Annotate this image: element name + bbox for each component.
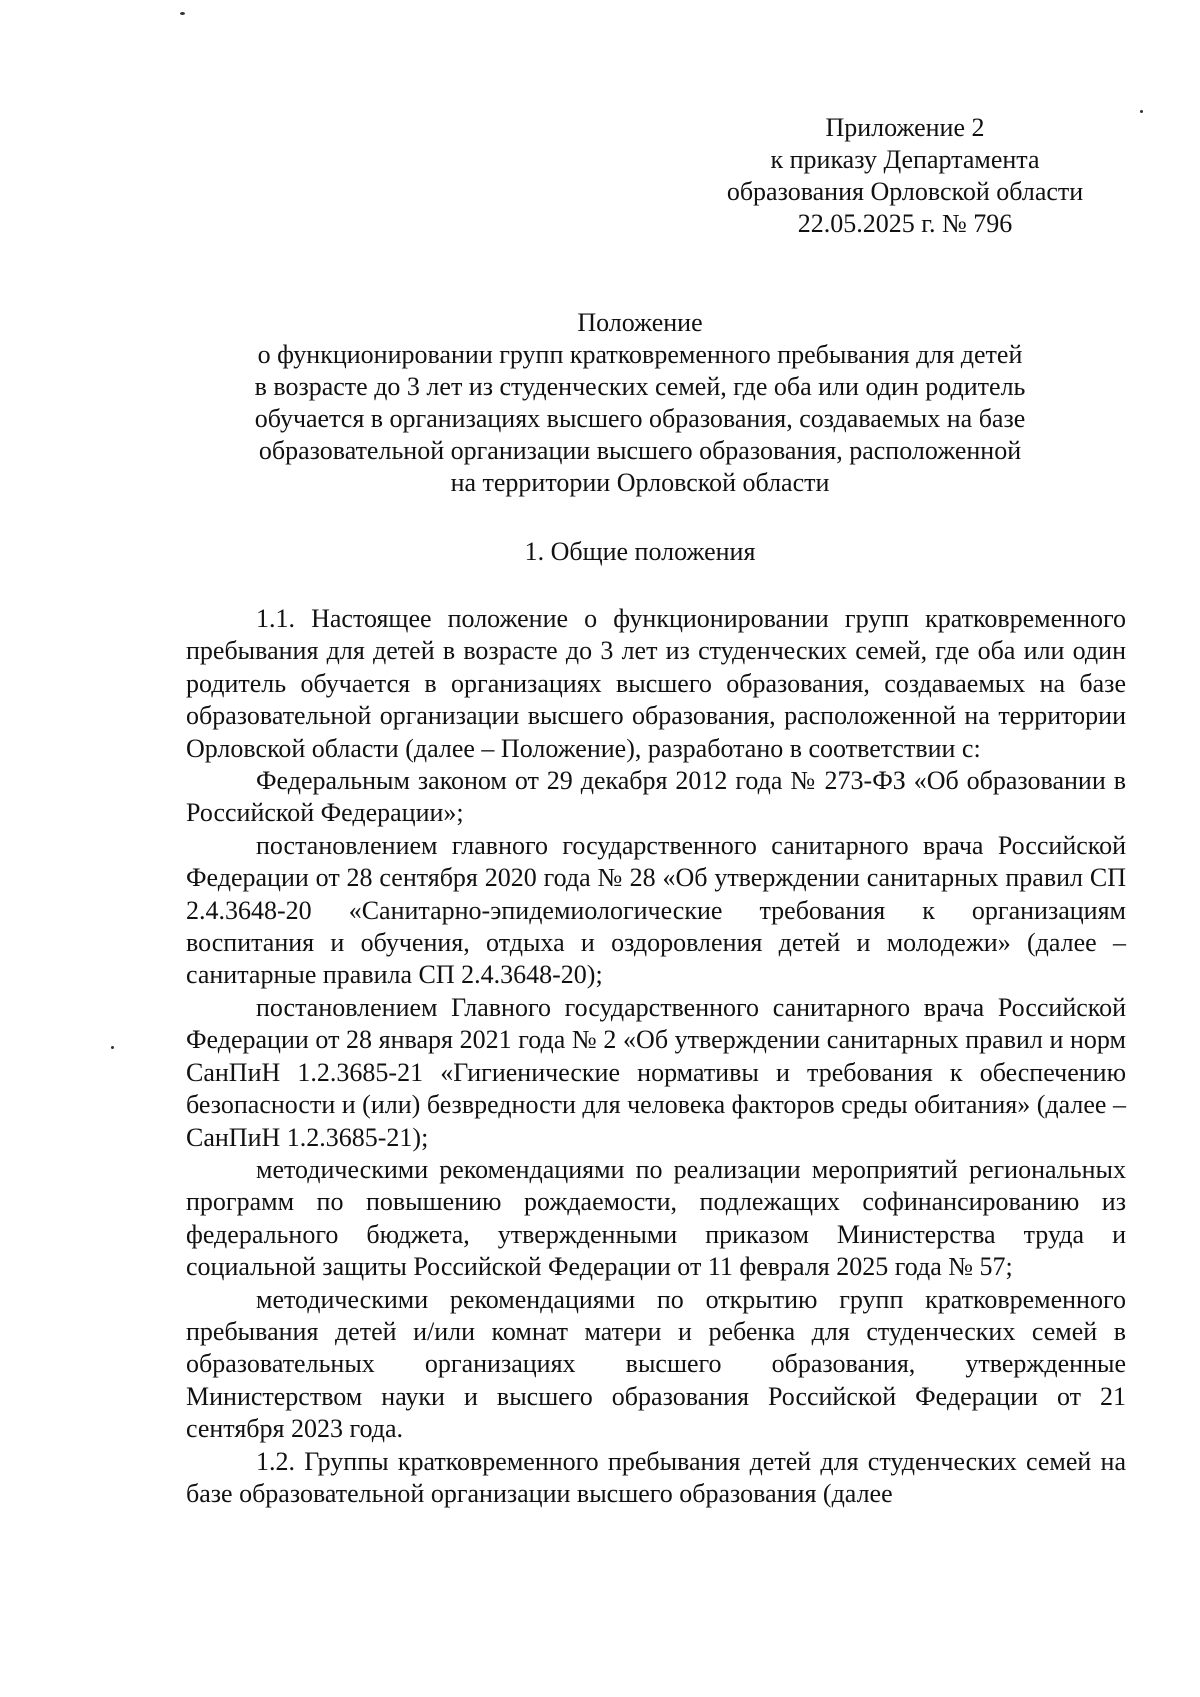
- paragraph: постановлением главного государственного санитарного врача Российской Федерации от 28 сентября 2020 года № 28 «Об утверждении санитарных правил СП 2.4.3648-20 «Санитарно-эпидемиологические требования к организациям воспитания и обучения, отдыха и оздоровления детей и молодежи» (далее – санитарные правила СП 2.4.3648-20);: [186, 830, 1126, 990]
- title-line: о функционировании групп кратковременного пребывания для детей: [257, 340, 1023, 369]
- title-line: на территории Орловской области: [450, 468, 830, 497]
- scan-speck: [180, 12, 185, 15]
- appendix-line: образования Орловской области: [726, 177, 1084, 206]
- title-heading: Положение: [577, 308, 703, 337]
- paragraph: постановлением Главного государственного санитарного врача Российской Федерации от 28 января 2021 года № 2 «Об утверждении санитарных правил и норм СанПиН 1.2.3685-21 «Гигиенические нормативы и требования к обеспечению безопасности и (или) безвредности для человека факторов среды обитания» (далее – СанПиН 1.2.3685-21);: [186, 992, 1126, 1152]
- appendix-date-number: 22.05.2025 г. № 796: [797, 209, 1013, 238]
- scan-speck: [111, 1046, 114, 1049]
- paragraph: методическими рекомендациями по реализации мероприятий региональных программ по повышению рождаемости, подлежащих софинансированию из федерального бюджета, утвержденными приказом Министерства труда и социальной защиты Российской Федерации от 11 февраля 2025 года № 57;: [186, 1154, 1126, 1282]
- title-line: образовательной организации высшего образования, расположенной: [258, 436, 1022, 465]
- appendix-line: к приказу Департамента: [770, 145, 1040, 174]
- paragraph: 1.1. Настоящее положение о функционировании групп кратковременного пребывания для детей в возрасте до 3 лет из студенческих семей, где оба или один родитель обучается в организациях высшего образования, создаваемых на базе образовательной организации высшего образования, расположенной на территории Орловской области (далее – Положение), разработано в соответствии с:: [186, 604, 1126, 763]
- body-text: [186, 603, 1126, 1510]
- document-title: [170, 307, 1110, 499]
- paragraph: Федеральным законом от 29 декабря 2012 года № 273-ФЗ «Об образовании в Российской Федерации»;: [186, 766, 1126, 828]
- appendix-line: Приложение 2: [825, 113, 985, 142]
- section-heading: 1. Общие положения: [524, 537, 756, 566]
- paragraph: 1.2. Группы кратковременного пребывания детей для студенческих семей на базе образовательной организации высшего образования (далее: [186, 1446, 1126, 1508]
- paragraph: методическими рекомендациями по открытию групп кратковременного пребывания детей и/или комнат матери и ребенка для студенческих семей в образовательных организациях высшего образования, утвержденные Министерством науки и высшего образования Российской Федерации от 21 сентября 2023 года.: [186, 1284, 1126, 1444]
- title-line: в возрасте до 3 лет из студенческих семей, где оба или один родитель: [254, 372, 1026, 401]
- appendix-block: [690, 112, 1120, 240]
- title-line: обучается в организациях высшего образования, создаваемых на базе: [254, 404, 1026, 433]
- scan-speck: [1140, 110, 1143, 113]
